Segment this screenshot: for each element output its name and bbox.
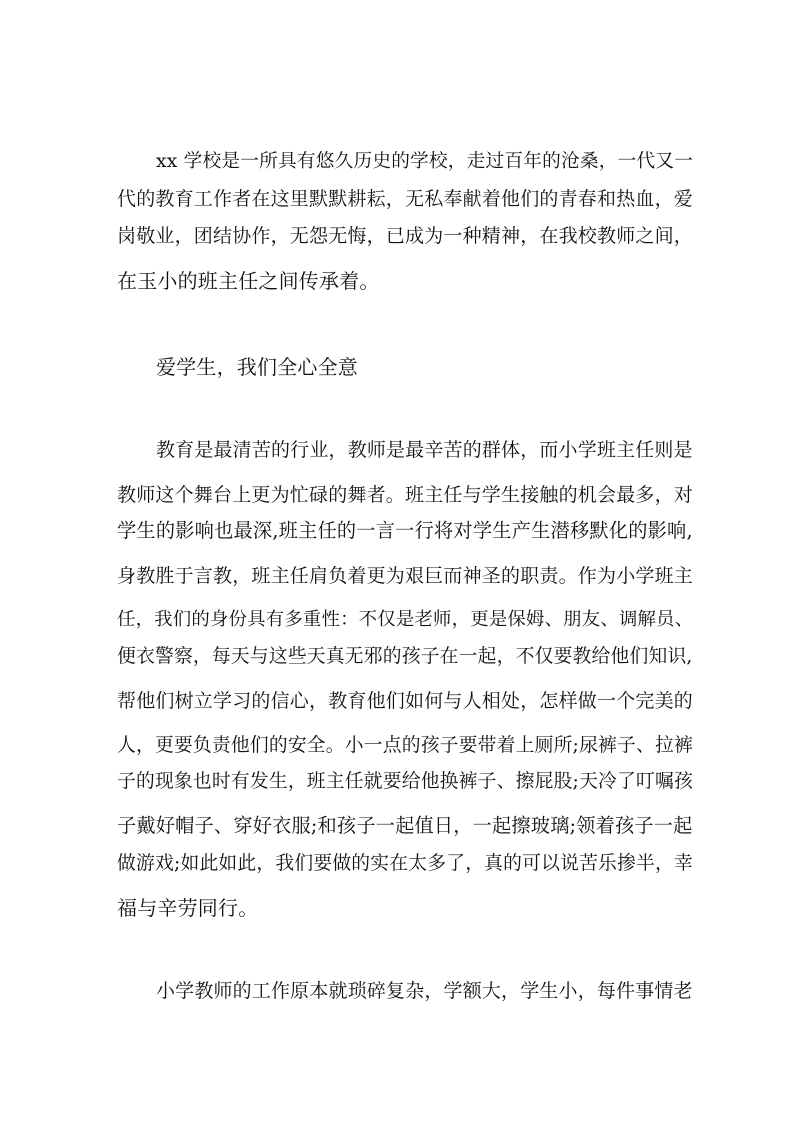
paragraph-2-line-1: 教育是最清苦的行业，教师是最辛苦的群体，而小学班主任则是 — [156, 439, 693, 461]
paragraph-1-line-2: 代的教育工作者在这里默默耕耘，无私奉献着他们的青春和热血，爱 — [117, 188, 694, 210]
paragraph-2-line-10: 子戴好帽子、穿好衣服;和孩子一起值日，一起擦玻璃;领着孩子一起 — [117, 814, 693, 837]
section-heading: 爱学生，我们全心全意 — [156, 355, 358, 379]
paragraph-1-line-4: 在玉小的班主任之间传承着。 — [117, 269, 380, 293]
paragraph-2-line-5: 任，我们的身份具有多重性：不仅是老师，更是保姆、朋友、调解员、 — [117, 609, 694, 630]
paragraph-2-line-9: 子的现象也时有发生，班主任就要给他换裤子、擦屁股;天冷了叮嘱孩 — [117, 771, 693, 792]
paragraph-1-line-3: 岗敬业，团结协作，无怨无悔，已成为一种精神，在我校教师之间， — [117, 225, 694, 247]
paragraph-2-line-3: 学生的影响也最深,班主任的一言一行将对学生产生潜移默化的影响, — [117, 519, 693, 542]
paragraph-2-line-11: 做游戏;如此如此，我们要做的实在太多了，真的可以说苦乐掺半，幸 — [117, 853, 693, 874]
paragraph-3-line-1: 小学教师的工作原本就琐碎复杂，学额大，学生小，每件事情老 — [156, 980, 693, 1002]
paragraph-2-line-6: 便衣警察，每天与这些天真无邪的孩子在一起，不仅要教给他们知识, — [117, 646, 693, 667]
paragraph-2-line-2: 教师这个舞台上更为忙碌的舞者。班主任与学生接触的机会最多，对 — [117, 484, 694, 506]
paragraph-2-line-7: 帮他们树立学习的信心，教育他们如何与人相处，怎样做一个完美的 — [117, 690, 694, 712]
paragraph-2-line-4: 身教胜于言教，班主任肩负着更为艰巨而神圣的职责。作为小学班主 — [117, 565, 694, 587]
paragraph-2-line-12: 福与辛劳同行。 — [117, 896, 259, 920]
paragraph-2-line-8: 人，更要负责他们的安全。小一点的孩子要带着上厕所;尿裤子、拉裤 — [117, 735, 693, 756]
paragraph-1-line-1: xx 学校是一所具有悠久历史的学校，走过百年的沧桑，一代又一 — [156, 151, 694, 172]
